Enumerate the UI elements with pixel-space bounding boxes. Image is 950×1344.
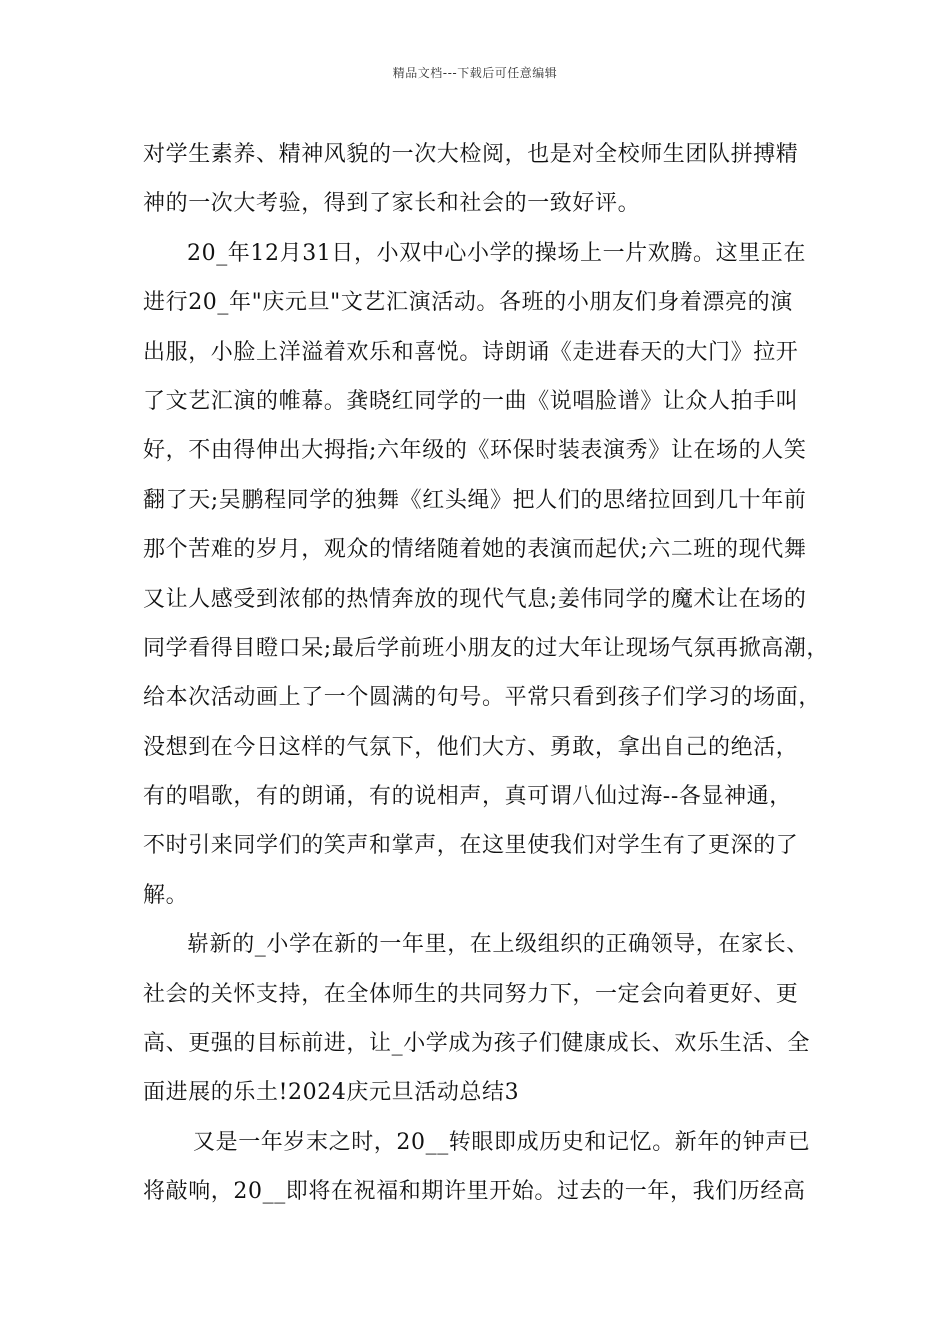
paragraph-start-line: 20_年12月31日，小双中心小学的操场上一片欢腾。这里正在: [187, 240, 806, 266]
text-line: 神的一次大考验，得到了家长和社会的一致好评。: [143, 191, 641, 217]
paragraph-start-line: 崭新的_小学在新的一年里，在上级组织的正确领导，在家长、: [187, 932, 809, 958]
text-line: 对学生素养、精神风貌的一次大检阅，也是对全校师生团队拼搏精: [143, 142, 799, 167]
document-body: [143, 130, 830, 1217]
text-line: 不时引来同学们的笑声和掌声，在这里使我们对学生有了更深的了: [143, 833, 799, 859]
text-line: 同学看得目瞪口呆;最后学前班小朋友的过大年让现场气氛再掀高潮，: [143, 635, 830, 661]
text-line: 又让人感受到浓郁的热情奔放的现代气息;姜伟同学的魔术让在场的: [143, 586, 807, 612]
text-line: 解。: [143, 882, 189, 908]
text-line: 将敲响，20__即将在祝福和期许里开始。过去的一年，我们历经高: [143, 1179, 806, 1205]
text-line: 社会的关怀支持，在全体师生的共同努力下，一定会向着更好、更: [143, 981, 799, 1007]
text-line: 那个苦难的岁月，观众的情绪随着她的表演而起伏;六二班的现代舞: [143, 537, 807, 563]
text-line: 有的唱歌，有的朗诵，有的说相声，真可谓八仙过海--各显神通，: [143, 784, 792, 810]
text-line: 高、更强的目标前进，让_小学成为孩子们健康成长、欢乐生活、全: [143, 1031, 811, 1057]
text-line: 翻了天;吴鹏程同学的独舞《红头绳》把人们的思绪拉回到几十年前: [143, 487, 807, 513]
text-line: 出服，小脸上洋溢着欢乐和喜悦。诗朗诵《走进春天的大门》拉开: [143, 339, 799, 365]
page-header: 精品文档---下载后可任意编辑: [392, 66, 558, 80]
text-line: 了文艺汇演的帷幕。龚晓红同学的一曲《说唱脸谱》让众人拍手叫: [143, 388, 799, 414]
text-line: 没想到在今日这样的气氛下，他们大方、勇敢，拿出自己的绝活，: [143, 734, 799, 760]
text-line: 进行20_年"庆元旦"文艺汇演活动。各班的小朋友们身着漂亮的演: [143, 290, 793, 316]
paragraph-start-line: 又是一年岁末之时，20__转眼即成历史和记忆。新年的钟声已: [193, 1129, 811, 1155]
text-line: 给本次活动画上了一个圆满的句号。平常只看到孩子们学习的场面，: [143, 685, 822, 711]
text-line: 好，不由得伸出大拇指;六年级的《环保时装表演秀》让在场的人笑: [143, 438, 807, 464]
text-line: 面进展的乐土!2024庆元旦活动总结3: [143, 1080, 520, 1106]
